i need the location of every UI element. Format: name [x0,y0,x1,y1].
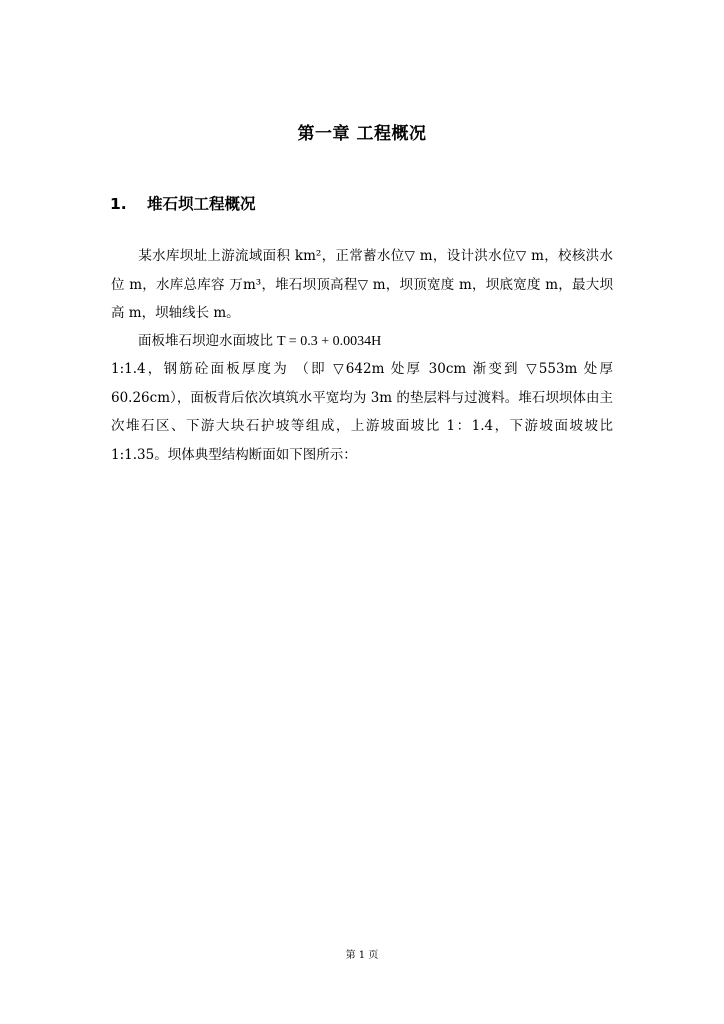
slope-ratio-label: 面板堆石坝迎水面坡比 [138,333,273,349]
paragraph-face-slab: 1:1.4，钢筋砼面板厚度为 （即 ▽642m 处厚 30cm 渐变到 ▽553m 处厚 60.26cm），面板背后依次填筑水平宽均为 3m 的垫层料与过渡料。堆石坝坝体由主次堆石区、下游大块石护坡等组成，上游坡面坡比 1：1.4，下游坡面坡坡比 1:1.35。坝体典型结构断面如下图所示： [111,361,613,463]
paragraph-slope-ratio [111,327,613,357]
section-title: 堆石坝工程概况 [147,195,256,213]
paragraph-project-overview [111,242,613,328]
chapter-title: 第一章 工程概况 [297,124,427,144]
slope-formula: T = 0.3 + 0.0034H [277,334,382,349]
section-number: 1. [110,195,127,213]
page-footer: 第 1 页 [345,950,379,961]
paragraph-text: 某水库坝址上游流域面积 km²，正常蓄水位▽ m，设计洪水位▽ m，校核洪水位 m，水库总库容 万m³，堆石坝顶高程▽ m，坝顶宽度 m，坝底宽度 m，最大坝高 m，坝轴线长 m。 [111,248,613,321]
section-heading [110,192,256,216]
